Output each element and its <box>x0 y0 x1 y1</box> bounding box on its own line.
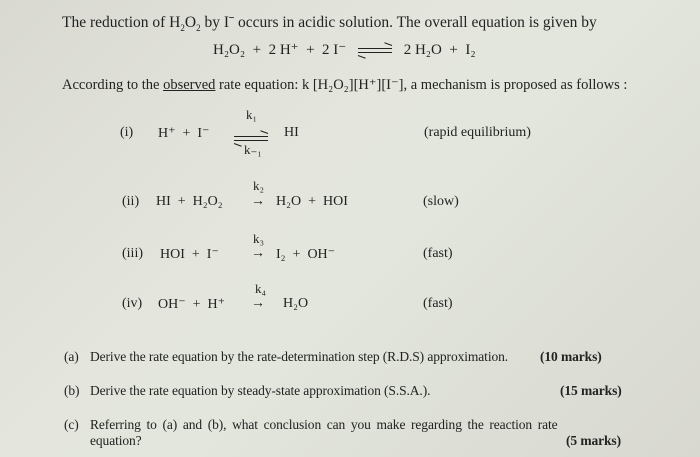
observed-post: rate equation: k [H₂O₂][H⁺][I⁻], a mechanism is proposed as follows : <box>215 77 628 93</box>
step-label: (ii) <box>122 194 140 209</box>
equilibrium-arrow-icon <box>358 46 392 56</box>
question-text-line1: Referring to (a) and (b), what conclusion can you make regarding the reaction rate <box>90 417 558 432</box>
rate-constant-forward: k₁ <box>246 107 258 122</box>
overall-lhs: H₂O₂ + 2 H⁺ + 2 I⁻ <box>213 42 347 58</box>
forward-arrow-icon: → <box>251 296 265 311</box>
overall-equation <box>213 40 476 59</box>
step-products: I₂ + OH⁻ <box>276 247 336 262</box>
question-text: Derive the rate equation by steady-state approximation (S.S.A.). <box>90 383 431 398</box>
step-label: (iii) <box>122 246 143 261</box>
problem-intro <box>62 14 597 32</box>
subscript: 2 <box>196 23 201 34</box>
step-reactants: OH⁻ + H⁺ <box>158 297 226 312</box>
step-note: (slow) <box>423 194 459 209</box>
step-reactants: H⁺ + I⁻ <box>158 126 210 141</box>
question-label: (a) <box>64 349 79 364</box>
intro-text-1: The reduction of H <box>62 14 181 31</box>
rate-constant: k₂ <box>253 178 265 193</box>
intro-text-2: O <box>184 14 197 31</box>
rate-constant: k₃ <box>253 231 265 246</box>
intro-text-3: by Iˉ occurs in acidic solution. The overall equation is given by <box>200 14 597 31</box>
step-note: (fast) <box>423 246 453 261</box>
observed-underlined: observed <box>163 77 216 93</box>
observed-rate-text <box>62 77 632 93</box>
question-text: Derive the rate equation by the rate-determination step (R.D.S) approximation. <box>90 349 509 364</box>
step-products: H₂O + HOI <box>276 194 348 209</box>
forward-arrow-icon: → <box>251 246 265 261</box>
question-marks: (5 marks) <box>566 433 621 448</box>
rate-constant-reverse: k₋₁ <box>244 142 262 157</box>
step-label: (iv) <box>122 296 143 311</box>
step-reactants: HOI + I⁻ <box>160 247 219 262</box>
step-note: (rapid equilibrium) <box>424 125 531 140</box>
step-products: H₂O <box>283 296 309 311</box>
question-marks: (10 marks) <box>540 349 602 364</box>
step-note: (fast) <box>423 296 453 311</box>
step-products: HI <box>284 125 299 140</box>
observed-pre: According to the <box>62 77 164 93</box>
question-label: (c) <box>64 417 79 432</box>
step-reactants: HI + H₂O₂ <box>156 194 223 209</box>
question-label: (b) <box>64 383 80 398</box>
overall-rhs: 2 H₂O + I₂ <box>403 42 476 58</box>
step-label: (i) <box>120 125 134 140</box>
subscript: 2 <box>180 23 185 34</box>
rate-constant: k₄ <box>255 281 267 296</box>
forward-arrow-icon: → <box>251 194 265 209</box>
question-marks: (15 marks) <box>560 383 622 398</box>
question-text-line2: equation? <box>90 433 142 448</box>
